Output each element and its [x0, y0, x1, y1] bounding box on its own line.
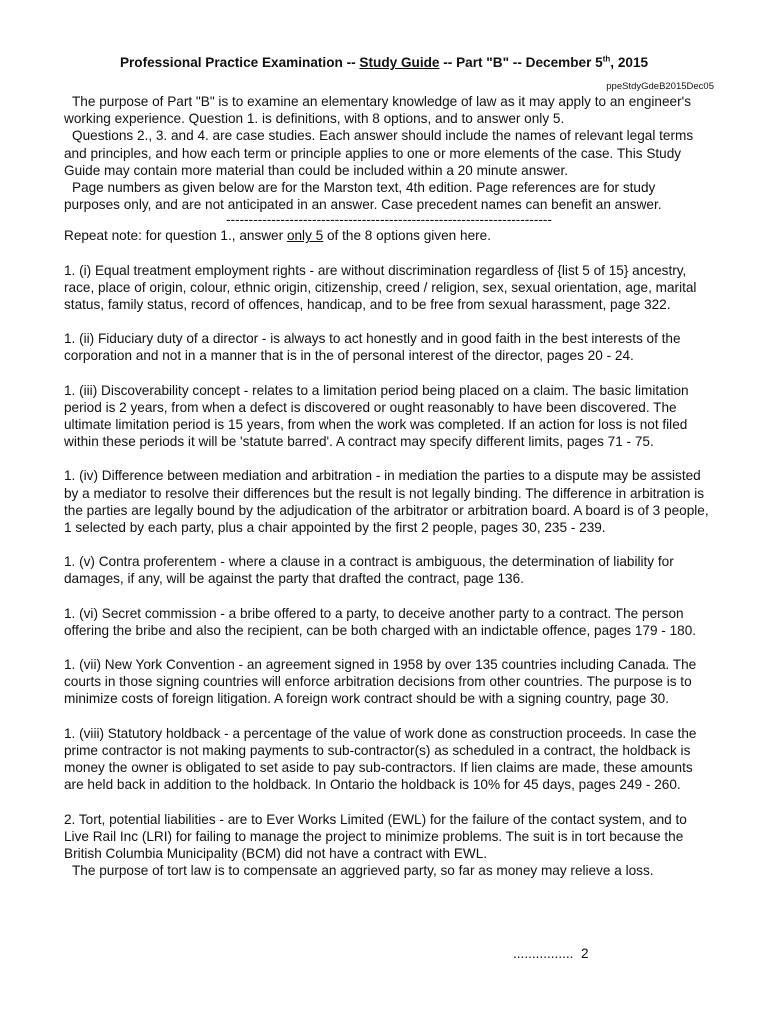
spacer — [64, 365, 714, 382]
repeat-note-emphasis: only 5 — [286, 228, 324, 244]
definition-item-3: 1. (iii) Discoverability concept - relates to a limitation period being placed on a claim. The basic limitation period is 2 years, from when a defect is discovered or ought reasonably to have been discovered. The ultimate limitation period is 15 years, from when the work was completed. If an action for loss is not filed within these periods it will be 'statute barred'. A contract may specify different limits, pages 71 - 75. — [64, 382, 689, 450]
section-divider: ------------------------------------------------------------------------ — [226, 212, 552, 228]
spacer — [64, 639, 714, 656]
definition-item-6: 1. (vi) Secret commission - a bribe offered to a party, to deceive another party to a contract. The person offering the bribe and also the recipient, can be both charged with an indictable offence, pages 179 - 180. — [64, 605, 697, 638]
page-title — [0, 54, 768, 71]
case-study-2: 2. Tort, potential liabilities - are to Ever Works Limited (EWL) for the failure of the contact system, and to Live Rail Inc (LRI) for failing to manage the project to minimize problems. The suit is in tort because the British Columbia Municipality (BCM) did not have a contract with EWL. — [64, 811, 687, 861]
repeat-note — [64, 227, 714, 244]
document-reference-code: ppeStdyGdeB2015Dec05 — [606, 81, 714, 92]
definition-item-1: 1. (i) Equal treatment employment rights - are without discrimination regardless of {list 5 of 15} ancestry, race, place of origin, colour, ethnic origin, citizenship, creed / religion, sex, sexual orientation, age, marital status, family status, record of offences, handicap, and to be free from sexual harassment, page 322. — [64, 262, 697, 313]
definition-item-4: 1. (iv) Difference between mediation and arbitration - in mediation the parties to a dispute may be assisted by a mediator to resolve their differences but the result is not legally binding. The difference in arbitration is the parties are legally bound by the adjudication of the arbitrator or arbitration board. A board is of 3 people, 1 selected by each party, plus a chair appointed by the first 2 people, pages 30, 235 - 239. — [64, 468, 709, 536]
spacer — [64, 245, 714, 262]
repeat-note-suffix: of the 8 options given here. — [323, 228, 491, 244]
title-date-suffix: th — [602, 54, 611, 64]
definition-item-8: 1. (viii) Statutory holdback - a percentage of the value of work done as construction proceeds. In case the prime contractor is not making payments to sub-contractor(s) as scheduled in a contract, the holdback is money the owner is obligated to set aside to pay sub-contractors. If lien claims are made, these amounts are held back in addition to the holdback. In Ontario the holdback is 10% for 45 days, pages 249 - 260. — [64, 725, 697, 793]
spacer — [64, 450, 714, 467]
intro-paragraph-1: The purpose of Part "B" is to examine an elementary knowledge of law as it may apply to an engineer's working experience. Question 1. is definitions, with 8 options, and to answer only 5. — [64, 94, 692, 127]
spacer — [64, 536, 714, 553]
document-body — [64, 93, 714, 879]
page-number-footer — [513, 945, 589, 962]
repeat-note-prefix: Repeat note: for question 1., answer — [64, 228, 287, 244]
definition-item-2: 1. (ii) Fiduciary duty of a director - is always to act honestly and in good faith in the best interests of the corporation and not in a manner that is in the of personal interest of the director, pages 20 - 24. — [64, 331, 681, 364]
title-part-date: -- Part "B" -- December 5 — [439, 55, 603, 70]
intro-paragraph-3: Page numbers as given below are for the Marston text, 4th edition. Page references are for study purposes only, and are not anticipated in an answer. Case precedent names can benefit an answer. — [64, 180, 662, 213]
definition-item-7: 1. (vii) New York Convention - an agreement signed in 1958 by over 135 countries including Canada. The courts in those signing countries will enforce arbitration decisions from other countries. The purpose is to minimize costs of foreign litigation. A foreign work contract should be with a signing country, page 30. — [64, 657, 697, 707]
footer-dots: ................ — [513, 946, 574, 961]
footer-page-number: 2 — [581, 946, 589, 961]
intro-paragraph-2: Questions 2., 3. and 4. are case studies. Each answer should include the names of relevant legal terms and principles, and how each term or principle applies to one or more elements of the case. This Study Guide may contain more material than could be included within a 20 minute answer. — [64, 128, 694, 178]
title-year: , 2015 — [610, 55, 649, 70]
definition-item-5: 1. (v) Contra proferentem - where a clause in a contract is ambiguous, the determination of liability for damages, if any, will be against the party that drafted the contract, page 136. — [64, 554, 674, 587]
spacer — [64, 708, 714, 725]
spacer — [64, 794, 714, 811]
case-study-2-purpose: The purpose of tort law is to compensate an aggrieved party, so far as money may relieve a loss. — [72, 863, 654, 879]
spacer — [64, 588, 714, 605]
title-prefix: Professional Practice Examination -- — [119, 55, 360, 70]
spacer — [64, 313, 714, 330]
title-study-guide: Study Guide — [359, 55, 440, 70]
